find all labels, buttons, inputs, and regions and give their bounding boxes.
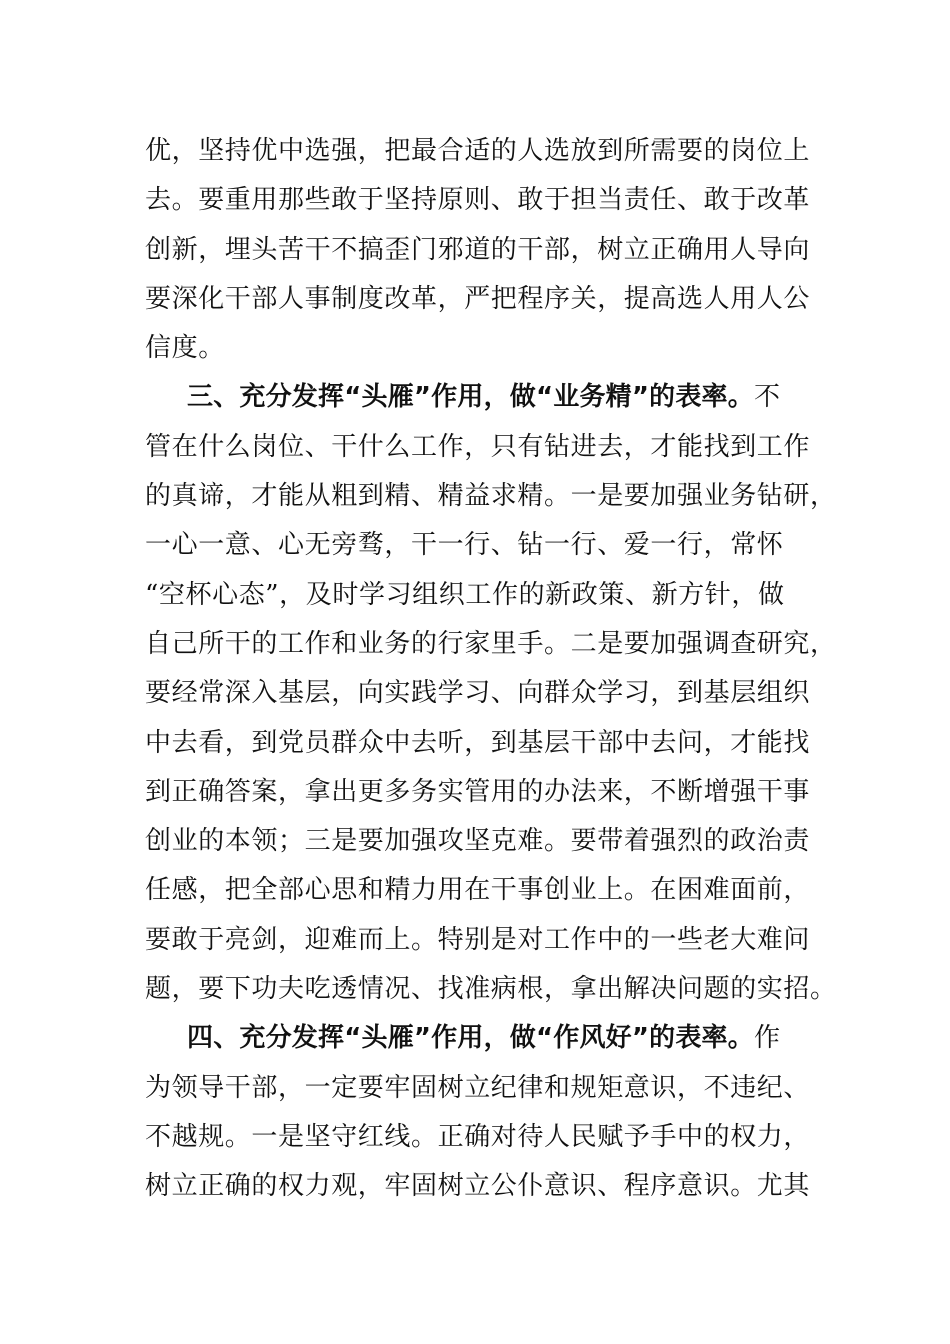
text-line: 信度。 — [145, 333, 225, 364]
text-line: 到正确答案，拿出更多务实管用的办法来，不断增强干事 — [145, 776, 811, 807]
section-3-first-line — [145, 373, 825, 422]
text-line: 要敢于亮剑，迎难而上。特别是对工作中的一些老大难问 — [145, 924, 811, 955]
section-4-continuation: 作 — [753, 1023, 781, 1054]
text-line: 要经常深入基层，向实践学习、向群众学习，到基层组织 — [145, 678, 811, 709]
text-line: 任感，把全部心思和精力用在干事创业上。在困难面前， — [145, 875, 811, 906]
text-line: 中去看，到党员群众中去听，到基层干部中去问，才能找 — [145, 727, 811, 758]
text-line: 管在什么岗位、干什么工作，只有钻进去，才能找到工作 — [145, 431, 811, 462]
section-3-continuation: 不 — [753, 382, 781, 413]
text-line: 不越规。一是坚守红线。正确对待人民赋予手中的权力， — [145, 1121, 811, 1152]
section-3-heading: 三、充分发挥“头雁”作用，做“业务精”的表率。 — [187, 382, 754, 413]
text-line: 优，坚持优中选强，把最合适的人选放到所需要的岗位上 — [145, 136, 811, 166]
text-line: “空杯心态”，及时学习组织工作的新政策、新方针，做 — [145, 579, 785, 610]
text-line: 创业的本领；三是要加强攻坚克难。要带着强烈的政治责 — [145, 826, 811, 857]
text-line: 为领导干部，一定要牢固树立纪律和规矩意识，不违纪、 — [145, 1072, 811, 1103]
text-line: 题，要下功夫吃透情况、找准病根，拿出解决问题的实招。 — [145, 974, 837, 1005]
text-line: 去。要重用那些敢于坚持原则、敢于担当责任、敢于改革 — [145, 185, 811, 216]
section-4-heading: 四、充分发挥“头雁”作用，做“作风好”的表率。 — [187, 1023, 754, 1054]
text-line: 创新，埋头苦干不搞歪门邪道的干部，树立正确用人导向 — [145, 234, 811, 265]
section-4-first-line — [145, 1014, 825, 1063]
text-line: 的真谛，才能从粗到精、精益求精。一是要加强业务钻研， — [145, 481, 837, 512]
text-line: 一心一意、心无旁骛，干一行、钻一行、爱一行，常怀 — [145, 530, 784, 561]
text-line: 树立正确的权力观，牢固树立公仆意识、程序意识。尤其 — [145, 1171, 811, 1202]
text-line: 自己所干的工作和业务的行家里手。二是要加强调查研究， — [145, 628, 837, 659]
document-body — [145, 127, 837, 1212]
text-line: 要深化干部人事制度改革，严把程序关，提高选人用人公 — [145, 283, 811, 314]
